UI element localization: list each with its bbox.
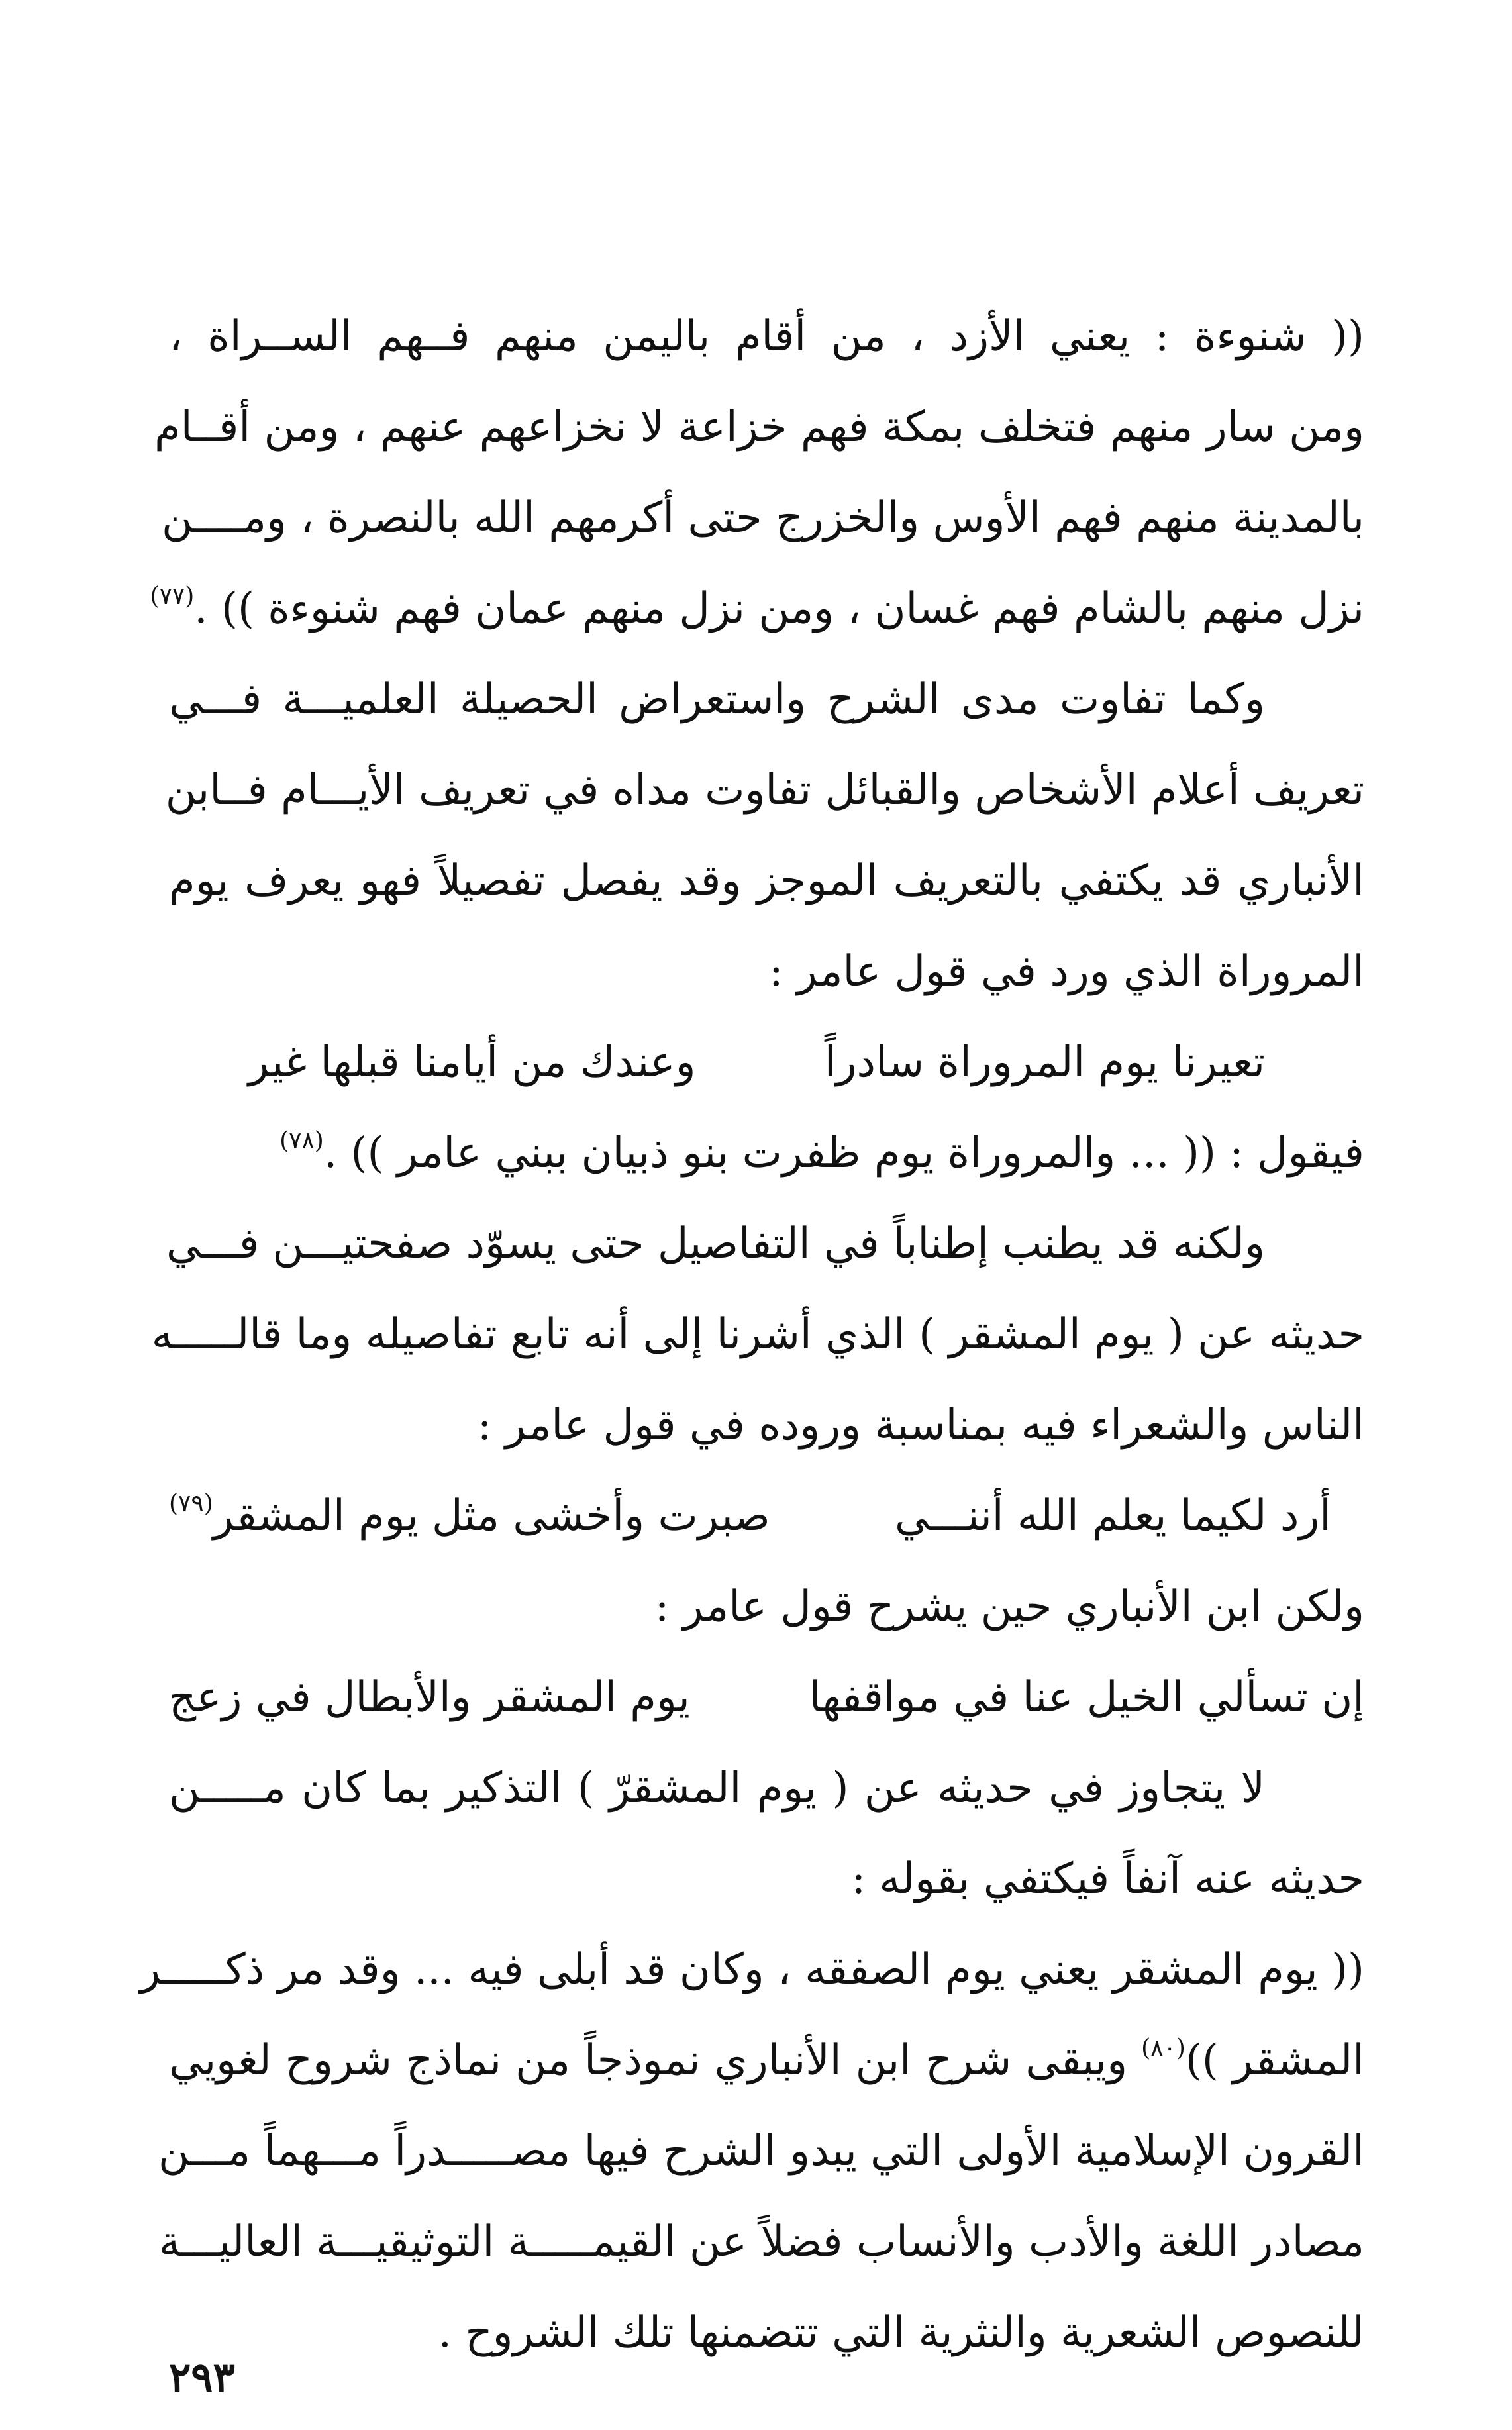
poem-verse	[169, 1471, 1364, 1562]
verse-first-hemistich: إن تسألي الخيل عنا في مواقفها	[809, 1673, 1364, 1722]
footnote-ref: (٧٨)	[279, 1127, 324, 1154]
verse-second-hemistich: يوم المشقر والأبطال في زعج	[169, 1673, 690, 1722]
text-line: (( يوم المشقر يعني يوم الصفقه ، وكان قد أبلى فيه ... وقد مر ذكـــــر	[140, 1945, 1364, 1994]
poem-verse	[169, 1652, 1364, 1743]
text-line: (( شنوءة : يعني الأزد ، من أقام باليمن منهم فــهم الســراة ،	[169, 312, 1364, 361]
paragraph-start-line: لا يتجاوز في حديثه عن ( يوم المشقرّ ) التذكير بما كان مـــــن	[169, 1764, 1265, 1813]
paragraph-start-line: ولكنه قد يطنب إطناباً في التفاصيل حتى يسوّد صفحتيـــن فـــي	[166, 1219, 1265, 1268]
text-line: للنصوص الشعرية والنثرية التي تتضمنها تلك الشروح .	[438, 2308, 1364, 2357]
text-line: القرون الإسلامية الأولى التي يبدو الشرح فيها مصـــــدراً مـــهماً مـــن	[158, 2127, 1364, 2176]
footnote-ref: (٧٩)	[169, 1490, 213, 1517]
verse-first-hemistich: تعيرنا يوم المروراة سادراً	[824, 1038, 1265, 1087]
body-text	[140, 291, 1365, 2378]
text-line: الناس والشعراء فيه بمناسبة وروده في قول عامر :	[477, 1401, 1364, 1450]
text-line: ولكن ابن الأنباري حين يشرح قول عامر :	[654, 1582, 1364, 1631]
text-line: حديثه عن ( يوم المشقر ) الذي أشرنا إلى أنه تابع تفاصيله وما قالـــــه	[151, 1310, 1364, 1359]
text-line: فيقول : (( ... والمروراة يوم ظفرت بنو ذبيان ببني عامر )) .$^{(٧٨)}$	[279, 1127, 1364, 1178]
text-line: مصادر اللغة والأدب والأنساب فضلاً عن القيمـــــة التوثيقيـــة العاليـــة	[158, 2217, 1364, 2266]
text-line: حديثه عنه آنفاً فيكتفي بقوله :	[851, 1854, 1364, 1903]
text-line: تعريف أعلام الأشخاص والقبائل تفاوت مداه في تعريف الأيـــام فــابن	[165, 766, 1364, 815]
page-number: ٢٩٣	[169, 2353, 235, 2402]
text-line: ومن سار منهم فتخلف بمكة فهم خزاعة لا نخزاعهم عنهم ، ومن أقــام	[154, 403, 1364, 452]
text-line: نزل منهم بالشام فهم غسان ، ومن نزل منهم عمان فهم شنوءة )) .$^{(٧٧)}$	[150, 583, 1364, 633]
text-line: المشقر ))$^{(٨٠)}$ ويبقى شرح ابن الأنباري نموذجاً من نماذج شروح لغويي	[169, 2035, 1365, 2085]
footnote-ref: (٨٠)	[1141, 2035, 1185, 2062]
text-line: بالمدينة منهم فهم الأوس والخزرج حتى أكرمهم الله بالنصرة ، ومــــن	[162, 493, 1364, 542]
verse-second-hemistich: وعندك من أيامنا قبلها غير	[248, 1038, 696, 1087]
paragraph-start-line: وكما تفاوت مدى الشرح واستعراض الحصيلة العلميـــة فـــي	[169, 675, 1265, 724]
poem-verse	[169, 1017, 1364, 1108]
verse-second-hemistich: صبرت وأخشى مثل يوم المشقر$^{(٧٩)}$	[169, 1490, 770, 1541]
text-line: الأنباري قد يكتفي بالتعريف الموجز وقد يفصل تفصيلاً فهو يعرف يوم	[169, 856, 1364, 905]
text-line: المروراة الذي ورد في قول عامر :	[769, 947, 1364, 996]
footnote-ref: (٧٧)	[150, 583, 195, 610]
verse-first-hemistich: أرد لكيما يعلم الله أننـــي	[895, 1492, 1331, 1541]
